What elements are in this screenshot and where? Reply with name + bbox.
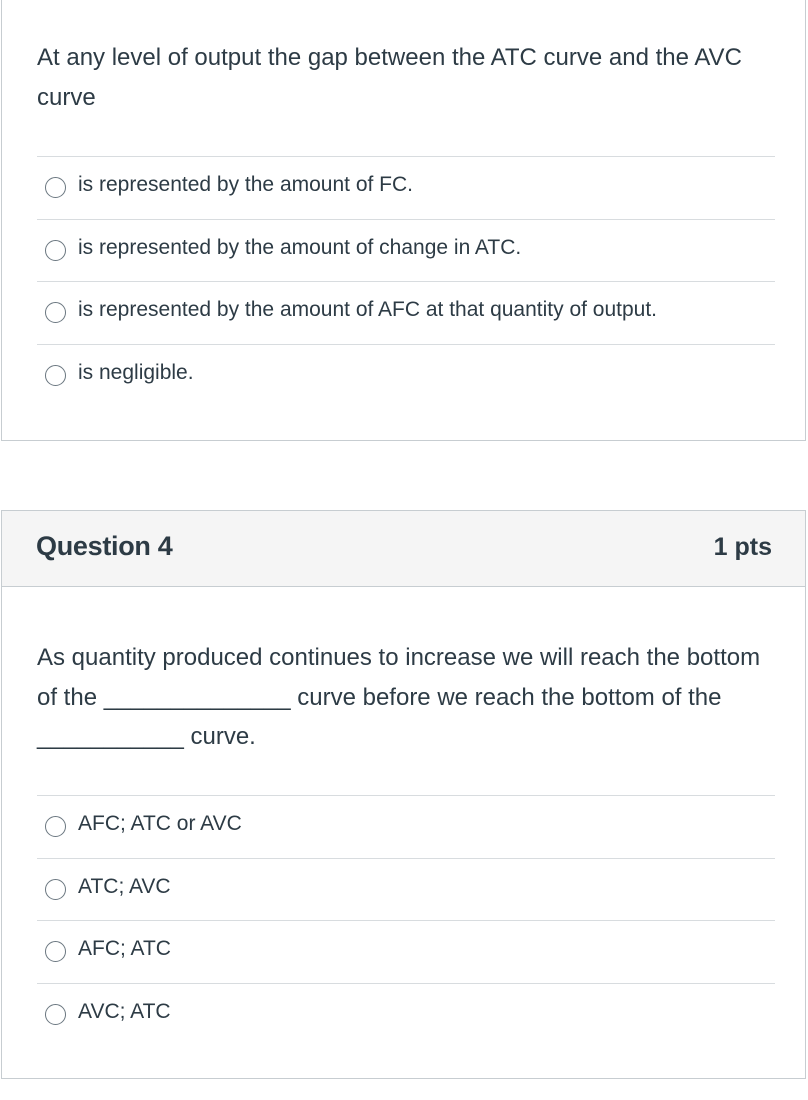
radio-button[interactable] bbox=[45, 816, 66, 837]
answer-option[interactable] bbox=[37, 983, 775, 1046]
question-4-answers bbox=[37, 795, 775, 1045]
answer-option[interactable] bbox=[37, 156, 775, 219]
answer-label: is represented by the amount of FC. bbox=[78, 173, 414, 196]
answer-label: is represented by the amount of AFC at that quantity of output. bbox=[78, 298, 658, 321]
radio-button[interactable] bbox=[45, 941, 66, 962]
question-points: 1 pts bbox=[713, 533, 772, 561]
answer-option[interactable] bbox=[37, 344, 775, 407]
answer-option[interactable] bbox=[37, 795, 775, 858]
question-3-card bbox=[1, 0, 806, 441]
answer-label: AVC; ATC bbox=[78, 999, 171, 1023]
answer-option[interactable] bbox=[37, 858, 775, 921]
answer-label: is represented by the amount of change in ATC. bbox=[78, 235, 522, 259]
radio-button[interactable] bbox=[45, 1004, 66, 1025]
answer-option[interactable] bbox=[37, 281, 775, 344]
radio-button[interactable] bbox=[45, 177, 66, 198]
answer-label: AFC; ATC or AVC bbox=[78, 812, 242, 835]
question-4-text: As quantity produced continues to increase we will reach the bottom of the ______________ curve before we reach the bottom of the ___________ curve. bbox=[37, 644, 761, 750]
answer-label: is negligible. bbox=[78, 360, 194, 384]
question-title: Question 4 bbox=[36, 531, 173, 561]
answer-option[interactable] bbox=[37, 920, 775, 983]
radio-button[interactable] bbox=[45, 240, 66, 261]
question-3-text: At any level of output the gap between the ATC curve and the AVC curve bbox=[37, 44, 742, 111]
answer-label: ATC; AVC bbox=[78, 874, 171, 898]
question-3-answers bbox=[37, 156, 775, 406]
answer-option[interactable] bbox=[37, 219, 775, 282]
question-4-header bbox=[2, 511, 805, 587]
question-4-card bbox=[1, 510, 806, 1079]
radio-button[interactable] bbox=[45, 365, 66, 386]
radio-button[interactable] bbox=[45, 302, 66, 323]
answer-label: AFC; ATC bbox=[78, 937, 171, 960]
radio-button[interactable] bbox=[45, 879, 66, 900]
